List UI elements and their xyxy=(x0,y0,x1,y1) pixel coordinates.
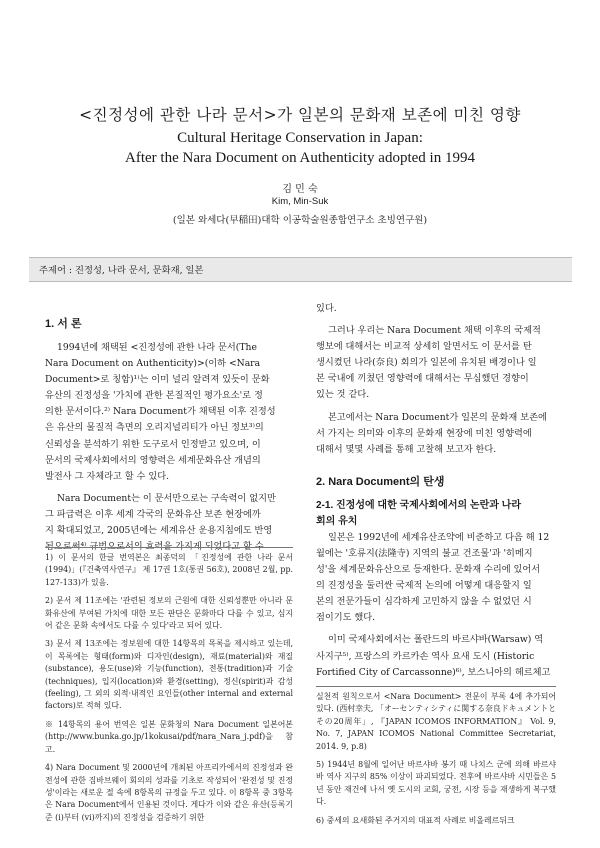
text-line: 점이기도 했다. xyxy=(316,612,376,624)
footnote-4-continued: 실천적 원칙으로서 <Nara Document> 전문이 부록 4에 추가되어 있다. (西村幸夫, 「オーセンティシティに関する奈良ドキュメントとその20周年」, 『JAPAN ICOMOS INFORMATION』 Vol. 9, No. 7, JAPAN ICOMOS National Committee Secretariat, 2014. 9, p.8) xyxy=(316,692,556,751)
text-line: 대해서 몇몇 사례를 통해 고찰해 보고자 한다. xyxy=(316,443,497,455)
footnote-2: 2) 문서 제 11조에는 '관련된 정보의 근원에 대한 신뢰성뿐만 아니라 문화유산에 부여된 가치에 대한 모든 판단은 문화마다 다를 수 있고, 심지어 같은 문화 속에서도 다를 수 있다'라고 되어 있다. xyxy=(45,596,293,631)
right-paragraph-1 xyxy=(316,323,556,403)
text-line: 발전사 그 자체라고 할 수 있다. xyxy=(45,470,170,482)
author-affiliation: (일본 와세다(早稲田)대학 이공학술원종합연구소 초빙연구원) xyxy=(172,215,428,226)
text-line: Nara Document는 이 문서만으로는 구속력이 없지만 xyxy=(57,492,276,504)
text-line: 지 확대되었고, 2005년에는 세계유산 운용지침에도 반영 xyxy=(45,525,273,537)
footnote-6: 6) 중세의 요새화된 주거지의 대표적 사례로 비올레르뒤크 xyxy=(316,815,515,825)
text-line: 본고에서는 Nara Document가 일본의 문화재 보존에 xyxy=(328,411,547,423)
text-line: 일본은 1992년에 세계유산조약에 비준하고 다음 해 12 xyxy=(328,531,550,543)
right-paragraph-4 xyxy=(316,632,556,680)
left-column xyxy=(45,316,293,561)
text-line: 은 유산의 물질적 측면의 오리지널리티가 아닌 정보³⁾의 xyxy=(45,422,264,434)
keywords-box: 주제어 : 진정성, 나라 문서, 문화재, 일본 xyxy=(29,257,572,282)
text-line: 본의 전문가들이 심각하게 고민하지 않을 수 없었던 시 xyxy=(316,596,532,608)
text-line: 서 가지는 의미와 이후의 문화재 현장에 미친 영향력에 xyxy=(316,427,532,439)
footnote-4: 4) Nara Document 및 2000년에 개최된 아프리카에서의 진정성과 완전성에 관한 짐바브웨이 회의의 성과를 기초로 작성되어 '완전성 및 진정성'이라는 새로운 절 속에 8항목의 규정을 두고 있다. 이 8항목 중 3항목은 Nara Document에서 인용된 것이다. 게다가 이와 같은 유산(등록기준 (ⅰ)부터 (ⅵ)까지)의 진정성을 검증하기 위한 xyxy=(45,763,293,822)
right-column xyxy=(316,301,556,687)
text-line: 월에는 '호류지(法隆寺) 지역의 불교 건조물'과 '히메지 xyxy=(316,547,533,559)
text-line: 있는 것 같다. xyxy=(316,389,370,401)
text-line: 신뢰성을 분석하기 위한 도구로서 인정받고 있으며, 이 xyxy=(45,438,261,450)
footnotes-left xyxy=(45,545,293,830)
text-line: 유산의 진정성을 '가치에 관한 본질적인 평가요소'로 정 xyxy=(45,390,263,402)
text-line: Document>로 칭함)¹⁾는 이미 널리 알려져 있듯이 문화 xyxy=(45,374,270,386)
right-paragraph-2 xyxy=(316,410,556,458)
section-heading-nara: 2. Nara Document의 탄생 xyxy=(316,475,445,488)
right-paragraph-0 xyxy=(316,301,556,317)
footnote-1: 1) 이 문서의 한글 번역본은 최종덕의 「진정성에 관한 나라 문서(1994)」(『건축역사연구』 제 17권 1호(통권 56호), 2008년 2월, pp. 127-133)가 있음. xyxy=(45,553,293,587)
right-paragraph-3 xyxy=(316,530,556,627)
subsection-heading-2-1-cont: 회의 유치 xyxy=(316,515,358,527)
text-line: 1994년에 채택된 <진정성에 관한 나라 문서(The xyxy=(57,342,257,353)
text-line: 생시켰던 나라(奈良) 회의가 일본에 유치된 배경이나 일 xyxy=(316,357,537,369)
text-line: Nara Document on Authenticity)>(이하 <Nara xyxy=(45,358,261,370)
text-line: 문서의 국제사회에서의 영향력은 세계문화유산 개념의 xyxy=(45,454,261,466)
text-line: 성'을 세계문화유산으로 등재한다. 문화재 수리에 있어서 xyxy=(316,564,541,576)
text-line: 본 국내에 끼쳤던 영향력에 대해서는 무심했던 경향이 xyxy=(316,373,529,385)
footnote-3-note: ※ 14항목의 용어 번역은 일본 문화청의 Nara Document 일본어본(http://www.bunka.go.jp/1kokusai/pdf/nara_Nara_j.pdf)을 참고. xyxy=(45,719,293,754)
text-line: 그러나 우리는 Nara Document 채택 이후의 국제적 xyxy=(328,325,541,337)
text-line: 의한 문서이다.²⁾ Nara Document가 채택된 이후 진정성 xyxy=(45,406,276,418)
author-english: Kim, Min-Suk xyxy=(271,196,329,207)
footnote-divider xyxy=(316,686,556,687)
section-heading-intro: 1. 서 론 xyxy=(45,318,82,330)
text-line: 이미 국제사회에서는 폴란드의 바르샤바(Warsaw) 역 xyxy=(328,634,544,646)
text-line: 사지구⁵⁾, 프랑스의 카르카손 역사 요새 도시 (Historic xyxy=(316,650,535,662)
title-korean: <진정성에 관한 나라 문서>가 일본의 문화재 보존에 미친 영향 xyxy=(79,106,521,124)
footnote-3: 3) 문서 제 13조에는 정보원에 대한 14항목의 목록을 제시하고 있는데, 이 목록에는 형태(form)와 디자인(design), 재료(material)와 재질(substance), 용도(use)와 기능(function), 전통(tradition)과 기술(techniques), 입지(location)와 환경(setting), 정신(spirit)과 감성(feeling), 그 외의 외적·내적인 요인들(other internal and external factors)로 적혀 있다. xyxy=(45,639,293,711)
title-english-line-2: After the Nara Document on Authenticity adopted in 1994 xyxy=(125,150,475,166)
text-line: 있다. xyxy=(316,303,337,314)
text-line: 됨으로써⁴⁾ 규범으로서의 효력을 가지게 되었다고 할 수 xyxy=(45,541,264,553)
title-english-line-1: Cultural Heritage Conservation in Japan: xyxy=(177,130,423,146)
footnote-5: 5) 1944년 8월에 일어난 바르샤바 봉기 때 나치스 군에 의해 바르샤바 역사 지구의 85% 이상이 파괴되었다. 전후에 바르샤바 시민들은 5년 동안 재건에 나서 옛 도시의 교회, 궁전, 시장 등을 재생하게 복구했다. xyxy=(316,760,556,807)
subsection-heading-2-1: 2-1. 진정성에 대한 국제사회에서의 논란과 나라 xyxy=(316,499,522,511)
text-line: 의 진정성을 둘러싼 국제적 논의에 어떻게 대응할지 일 xyxy=(316,580,532,592)
intro-paragraph-1 xyxy=(45,340,293,485)
author-korean: 김 민 숙 xyxy=(282,184,318,195)
text-line: 그 파급력은 이후 세계 각국의 문화유산 보존 현장에까 xyxy=(45,508,261,520)
footnotes-right xyxy=(316,684,556,833)
text-line: 행보에 대해서는 비교적 상세히 알면서도 이 문서를 탄 xyxy=(316,341,532,353)
text-line: Fortified City of Carcassonne)⁶⁾, 보스니아의 헤르체고 xyxy=(316,666,551,678)
footnote-divider xyxy=(45,547,293,548)
